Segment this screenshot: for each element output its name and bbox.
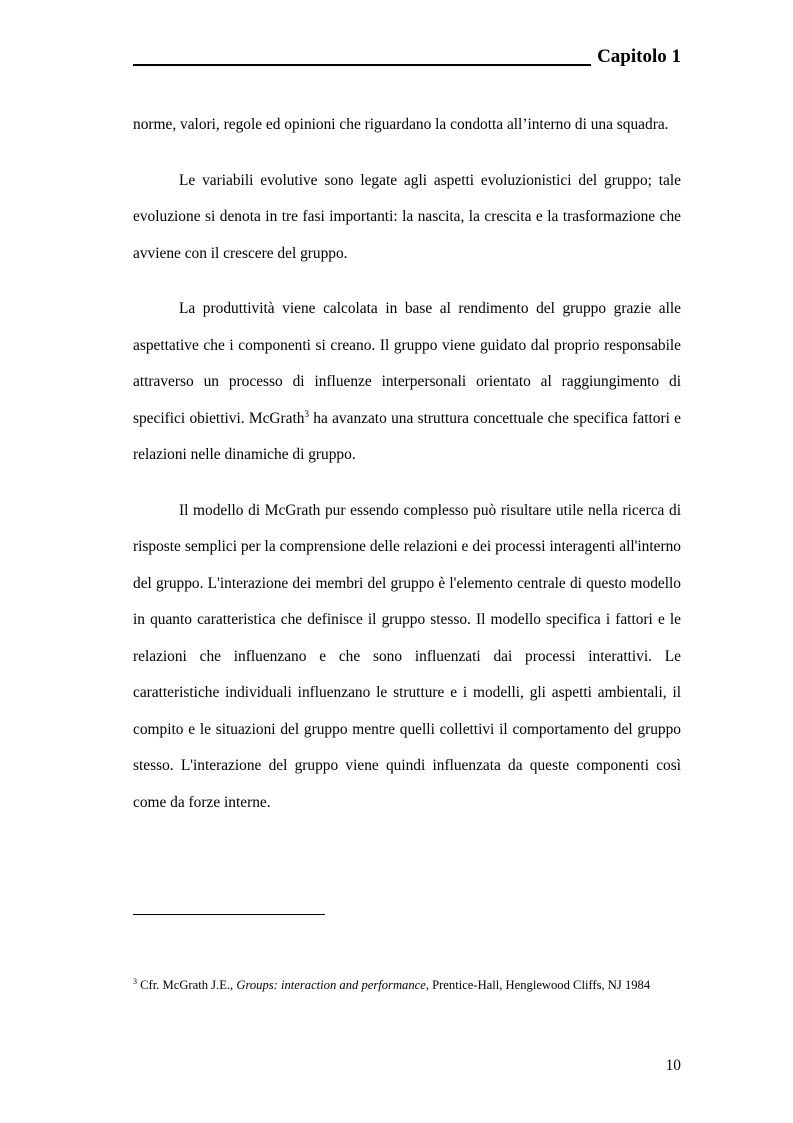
footnote-number: 3 <box>133 977 137 986</box>
footnote-rule <box>133 914 325 915</box>
paragraph-3-text-b: ha avanzato una struttura concettuale che specifica fattori e relazioni nelle dinamiche di gruppo. <box>133 409 681 463</box>
footnote-reference: 3 <box>304 408 309 419</box>
paragraph-2: Le variabili evolutive sono legate agli aspetti evoluzionistici del gruppo; tale evoluzione si denota in tre fasi importanti: la nascita, la crescita e la trasformazione che avviene con il crescere del gruppo. <box>133 171 681 262</box>
footnote-suffix: , Prentice-Hall, Henglewood Cliffs, NJ 1984 <box>425 978 651 992</box>
running-header <box>133 44 681 70</box>
paragraph-1: norme, valori, regole ed opinioni che riguardano la condotta all’interno di una squadra. <box>133 116 669 133</box>
body-text <box>133 107 681 840</box>
paragraph-3-text-a: La produttività viene calcolata in base al rendimento del gruppo grazie alle aspettative che i componenti si creano. Il gruppo viene guidato dal proprio responsabile attraverso un processo di influenze interpersonali orientato al raggiungimento di specifici obiettivi. McGrath <box>133 300 681 427</box>
footnote-prefix: Cfr. McGrath J.E., <box>137 978 237 992</box>
chapter-title: Capitolo 1 <box>597 46 681 67</box>
paragraph-4: Il modello di McGrath pur essendo complesso può risultare utile nella ricerca di risposte semplici per la comprensione delle relazioni e dei processi interagenti all'interno del gruppo. L'interazione dei membri del gruppo è l'elemento centrale di questo modello in quanto caratteristica che definisce il gruppo stesso. Il modello specifica i fattori e le relazioni che influenzano e che sono influenzati dai processi interattivi. Le caratteristiche individuali influenzano le strutture e i modelli, gli aspetti ambientali, il compito e le situazioni del gruppo mentre quelli collettivi il comportamento del gruppo stesso. L'interazione del gruppo viene quindi influenzata da queste componenti così come da forze interne. <box>133 501 681 811</box>
header-rule <box>133 64 591 66</box>
footnote-title: Groups: interaction and performance <box>236 978 426 992</box>
page-number: 10 <box>665 1057 681 1074</box>
paragraph-3 <box>133 291 681 474</box>
footnote <box>133 977 681 994</box>
